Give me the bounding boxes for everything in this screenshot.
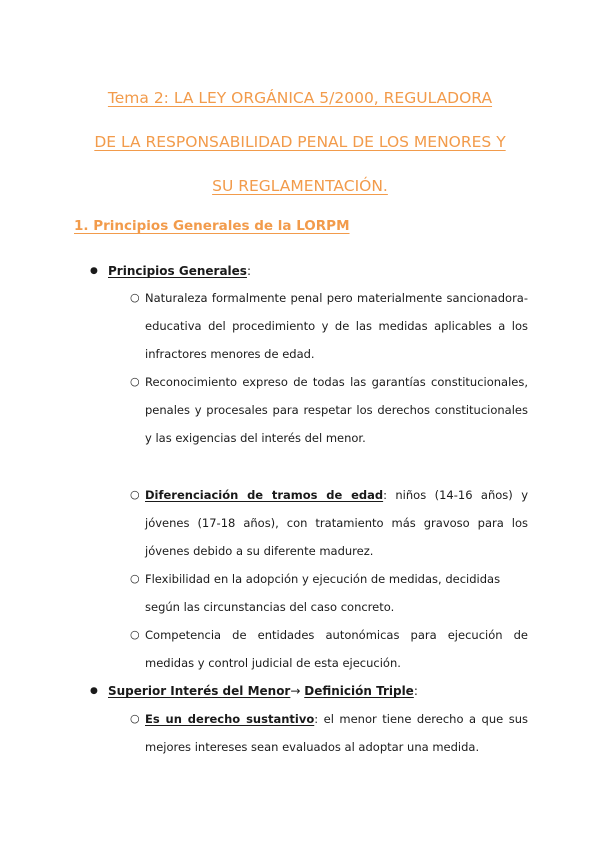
list-item-label-2: Definición Triple [304,684,414,698]
circle-bullet-icon: ○ [130,375,140,388]
list-item [90,257,530,285]
list-item [90,677,530,705]
list-item-suffix: : [246,264,251,278]
sub-list-item-text: Naturaleza formalmente penal pero materialmente sancionadora-educativa del procedimiento y de las medidas aplicables a los infractores menores de edad. [145,291,528,361]
sub-list-item [130,481,528,565]
bullet-icon: ● [90,266,98,276]
sub-list-item-text: Reconocimiento expreso de todas las garantías constitucionales, penales y procesales para respetar los derechos constitucionales y las exigencias del interés del menor. [145,375,528,445]
sub-list-item-label: Es un derecho sustantivo [145,712,315,726]
list-item-label: Principios Generales [108,264,247,278]
document-title-line-1: Tema 2: LA LEY ORGÁNICA 5/2000, REGULADORA [107,89,493,107]
arrow-icon: → [290,684,305,698]
sub-list-item [130,368,528,452]
sub-list-item-text: : niños (14-16 años) y jóvenes (17-18 años), con tratamiento más gravoso para los jóvenes debido a su diferente madurez. [145,488,528,558]
sub-list-item-text: : el menor tiene derecho a que sus mejores intereses sean evaluados al adoptar una medida. [145,712,529,754]
section-heading: 1. Principios Generales de la LORPM [74,218,350,234]
circle-bullet-icon: ○ [130,291,140,304]
circle-bullet-icon: ○ [130,712,140,725]
sub-list-item-text: Competencia de entidades autonómicas para ejecución de medidas y control judicial de esta ejecución. [145,628,528,670]
sub-list-item [130,705,528,761]
bullet-icon: ● [90,686,98,696]
sub-list-item-label: Diferenciación de tramos de edad [145,488,384,502]
circle-bullet-icon: ○ [130,628,140,641]
sub-list-item-text: Flexibilidad en la adopción y ejecución de medidas, decididas según las circunstancias del caso concreto. [145,572,501,614]
list-item-label: Superior Interés del Menor [108,684,291,698]
sub-list-item [130,621,528,677]
sub-list-item [130,284,528,368]
document-title-line-3: SU REGLAMENTACIÓN. [212,177,388,195]
circle-bullet-icon: ○ [130,488,140,501]
circle-bullet-icon: ○ [130,572,140,585]
document-title-line-2: DE LA RESPONSABILIDAD PENAL DE LOS MENORES Y [94,133,506,151]
sub-list-item [130,565,528,621]
list-item-suffix: : [413,684,418,698]
